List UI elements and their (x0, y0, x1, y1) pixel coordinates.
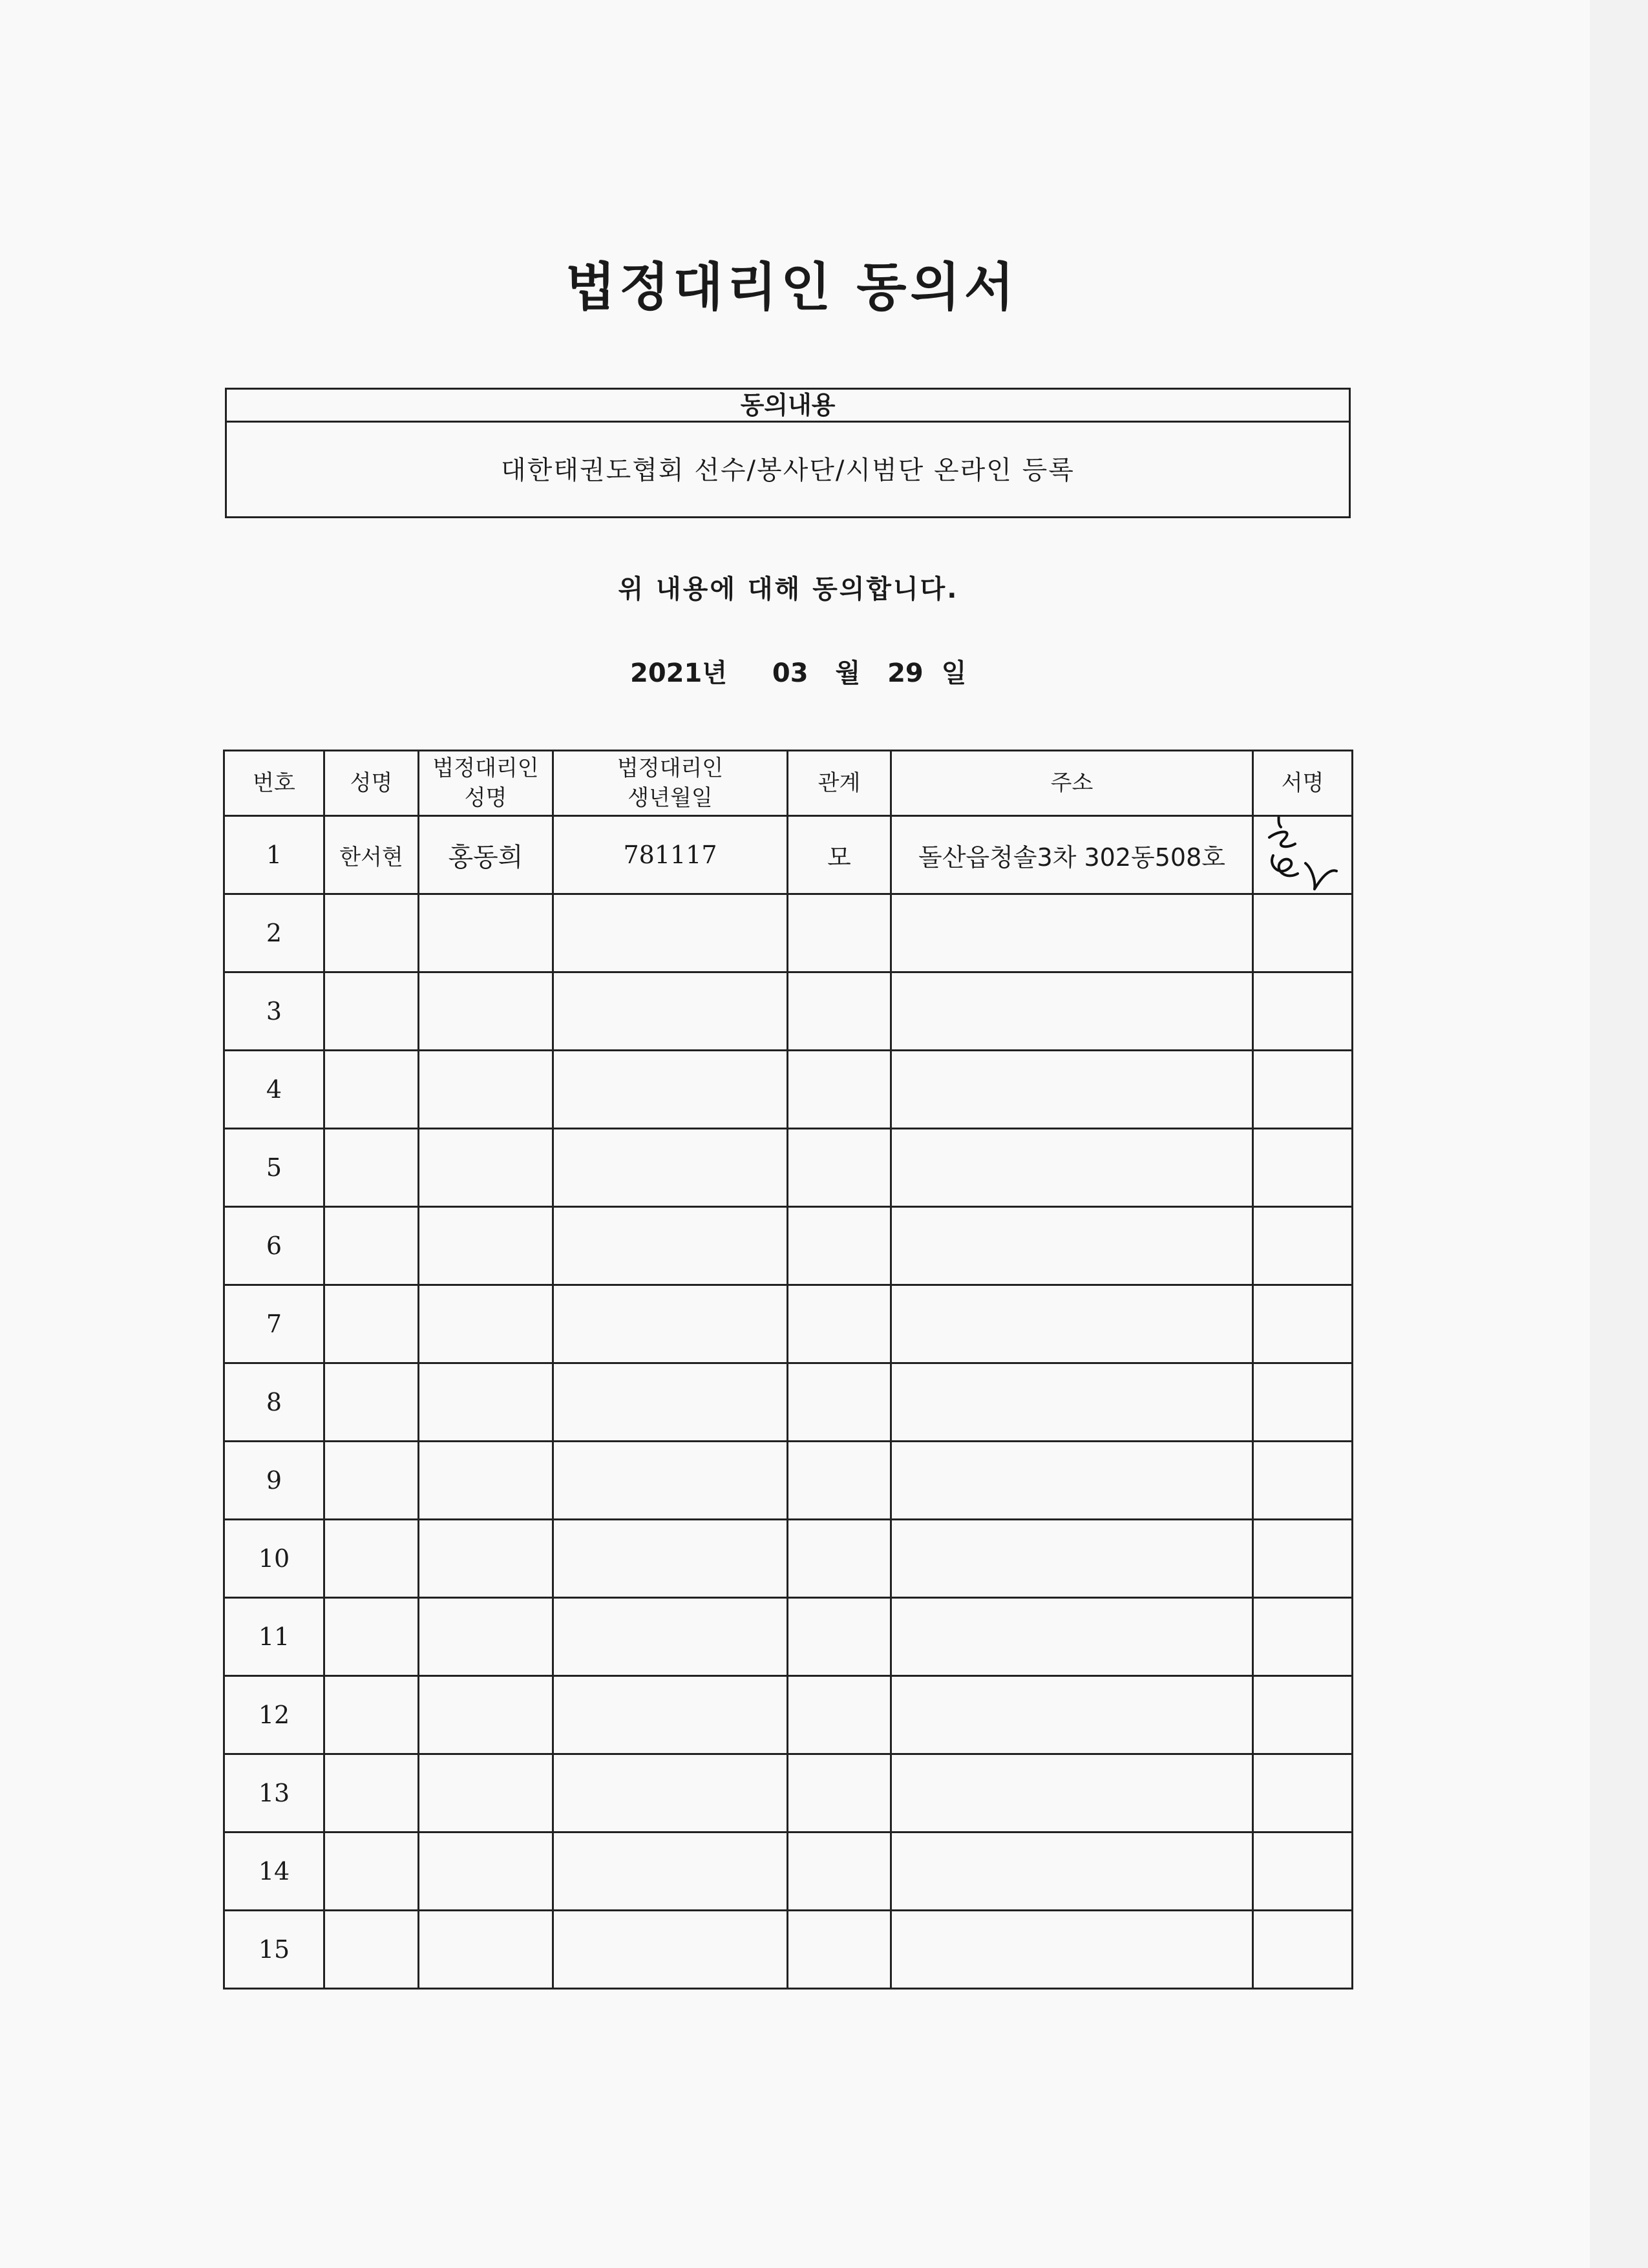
cell-no: 14 (224, 1832, 324, 1911)
header-name: 성명 (324, 751, 419, 816)
cell-name (324, 1363, 419, 1442)
cell-guardian-name (419, 894, 553, 972)
cell-name (324, 1520, 419, 1598)
cell-signature (1253, 1207, 1353, 1285)
cell-signature (1253, 1832, 1353, 1911)
cell-name: 한서현 (324, 816, 419, 894)
cell-guardian-birth (553, 1442, 788, 1520)
cell-guardian-name (419, 1207, 553, 1285)
cell-address (891, 894, 1253, 972)
cell-guardian-birth (553, 1911, 788, 1989)
cell-guardian-birth (553, 1129, 788, 1207)
table-row (224, 894, 1353, 972)
cell-guardian-birth (553, 894, 788, 972)
cell-guardian-name (419, 1676, 553, 1754)
handwritten-signature (1260, 816, 1344, 894)
table-row (224, 1520, 1353, 1598)
table-row (224, 1676, 1353, 1754)
cell-guardian-name (419, 1598, 553, 1676)
table-row (224, 1754, 1353, 1832)
cell-relation (788, 1129, 891, 1207)
header-guardian-name (419, 751, 553, 816)
cell-relation (788, 1207, 891, 1285)
cell-relation (788, 894, 891, 972)
document-title: 법정대리인 동의서 (565, 257, 1019, 317)
table-row (224, 1442, 1353, 1520)
cell-guardian-name (419, 1051, 553, 1129)
consent-box (225, 388, 1351, 518)
cell-guardian-birth (553, 1598, 788, 1676)
cell-name (324, 1598, 419, 1676)
header-guardian-birth-line1: 법정대리인 (617, 755, 724, 781)
cell-no: 2 (224, 894, 324, 972)
cell-guardian-birth (553, 1051, 788, 1129)
consent-body: 대한태권도협회 선수/봉사단/시범단 온라인 등록 (501, 456, 1075, 485)
cell-address (891, 1598, 1253, 1676)
date-line (630, 653, 966, 689)
cell-relation (788, 1285, 891, 1363)
cell-guardian-birth (553, 1832, 788, 1911)
cell-relation (788, 1442, 891, 1520)
date-day: 29 (887, 658, 924, 688)
cell-guardian-birth (553, 1754, 788, 1832)
consent-header: 동의내용 (227, 390, 1349, 423)
cell-guardian-birth (553, 1363, 788, 1442)
cell-relation (788, 1363, 891, 1442)
table-header-row (224, 751, 1353, 816)
cell-signature (1253, 1754, 1353, 1832)
date-month: 03 (772, 658, 808, 688)
cell-no: 3 (224, 972, 324, 1051)
cell-name (324, 1754, 419, 1832)
cell-no: 1 (224, 816, 324, 894)
cell-signature (1253, 1363, 1353, 1442)
cell-signature (1253, 1129, 1353, 1207)
table-row (224, 1598, 1353, 1676)
date-month-label: 월 (835, 658, 861, 688)
cell-no: 11 (224, 1598, 324, 1676)
cell-name (324, 1911, 419, 1989)
cell-name (324, 1676, 419, 1754)
header-signature: 서명 (1253, 751, 1353, 816)
cell-name (324, 1442, 419, 1520)
table-row (224, 1911, 1353, 1989)
guardian-roster-table (223, 750, 1353, 1990)
cell-relation: 모 (788, 816, 891, 894)
scan-edge (1590, 0, 1648, 2268)
table-row (224, 1832, 1353, 1911)
cell-guardian-name (419, 1911, 553, 1989)
cell-guardian-name (419, 1754, 553, 1832)
cell-no: 12 (224, 1676, 324, 1754)
cell-guardian-name (419, 1285, 553, 1363)
cell-guardian-birth (553, 1676, 788, 1754)
cell-guardian-birth: 781117 (553, 816, 788, 894)
cell-relation (788, 1051, 891, 1129)
cell-relation (788, 1676, 891, 1754)
header-guardian-birth-line2: 생년월일 (628, 785, 713, 811)
cell-guardian-name (419, 1363, 553, 1442)
cell-signature (1253, 894, 1353, 972)
cell-guardian-name (419, 972, 553, 1051)
signature-stroke (1269, 816, 1336, 890)
cell-guardian-name (419, 1129, 553, 1207)
cell-address (891, 1832, 1253, 1911)
cell-guardian-birth (553, 1285, 788, 1363)
cell-signature (1253, 1051, 1353, 1129)
header-no: 번호 (224, 751, 324, 816)
cell-name (324, 1207, 419, 1285)
date-year: 2021년 (630, 658, 727, 688)
header-address: 주소 (891, 751, 1253, 816)
header-guardian-birth (553, 751, 788, 816)
cell-relation (788, 1911, 891, 1989)
cell-name (324, 1129, 419, 1207)
cell-relation (788, 1754, 891, 1832)
cell-address (891, 1754, 1253, 1832)
cell-address (891, 1363, 1253, 1442)
table-row (224, 816, 1353, 894)
cell-signature (1253, 1911, 1353, 1989)
cell-name (324, 894, 419, 972)
cell-no: 10 (224, 1520, 324, 1598)
cell-relation (788, 1598, 891, 1676)
cell-no: 5 (224, 1129, 324, 1207)
cell-relation (788, 1520, 891, 1598)
cell-no: 15 (224, 1911, 324, 1989)
table-row (224, 1207, 1353, 1285)
cell-name (324, 972, 419, 1051)
cell-address (891, 1676, 1253, 1754)
cell-relation (788, 972, 891, 1051)
cell-guardian-name (419, 1442, 553, 1520)
cell-signature (1253, 1520, 1353, 1598)
cell-no: 6 (224, 1207, 324, 1285)
table-row (224, 1051, 1353, 1129)
cell-guardian-name (419, 1520, 553, 1598)
cell-address (891, 1207, 1253, 1285)
cell-name (324, 1832, 419, 1911)
cell-address (891, 1051, 1253, 1129)
cell-address (891, 1520, 1253, 1598)
table-row (224, 1363, 1353, 1442)
cell-name (324, 1285, 419, 1363)
cell-guardian-name (419, 1832, 553, 1911)
cell-signature (1253, 1598, 1353, 1676)
cell-no: 7 (224, 1285, 324, 1363)
cell-no: 13 (224, 1754, 324, 1832)
cell-no: 9 (224, 1442, 324, 1520)
cell-address (891, 1129, 1253, 1207)
cell-guardian-name: 홍동희 (419, 816, 553, 894)
cell-signature (1253, 816, 1353, 894)
cell-no: 8 (224, 1363, 324, 1442)
cell-signature (1253, 1676, 1353, 1754)
cell-no: 4 (224, 1051, 324, 1129)
cell-signature (1253, 1442, 1353, 1520)
cell-guardian-birth (553, 1207, 788, 1285)
header-guardian-name-line1: 법정대리인 (432, 755, 539, 781)
table-row (224, 1285, 1353, 1363)
cell-address (891, 1285, 1253, 1363)
cell-guardian-birth (553, 972, 788, 1051)
cell-signature (1253, 1285, 1353, 1363)
header-guardian-name-line2: 성명 (464, 785, 507, 811)
header-relation: 관계 (788, 751, 891, 816)
table-row (224, 1129, 1353, 1207)
cell-guardian-birth (553, 1520, 788, 1598)
cell-address (891, 1911, 1253, 1989)
cell-relation (788, 1832, 891, 1911)
cell-name (324, 1051, 419, 1129)
cell-signature (1253, 972, 1353, 1051)
cell-address (891, 972, 1253, 1051)
cell-address: 돌산읍청솔3차 302동508호 (891, 816, 1253, 894)
table-row (224, 972, 1353, 1051)
cell-address (891, 1442, 1253, 1520)
date-day-label: 일 (941, 658, 967, 688)
agreement-statement: 위 내용에 대해 동의합니다. (618, 574, 959, 604)
